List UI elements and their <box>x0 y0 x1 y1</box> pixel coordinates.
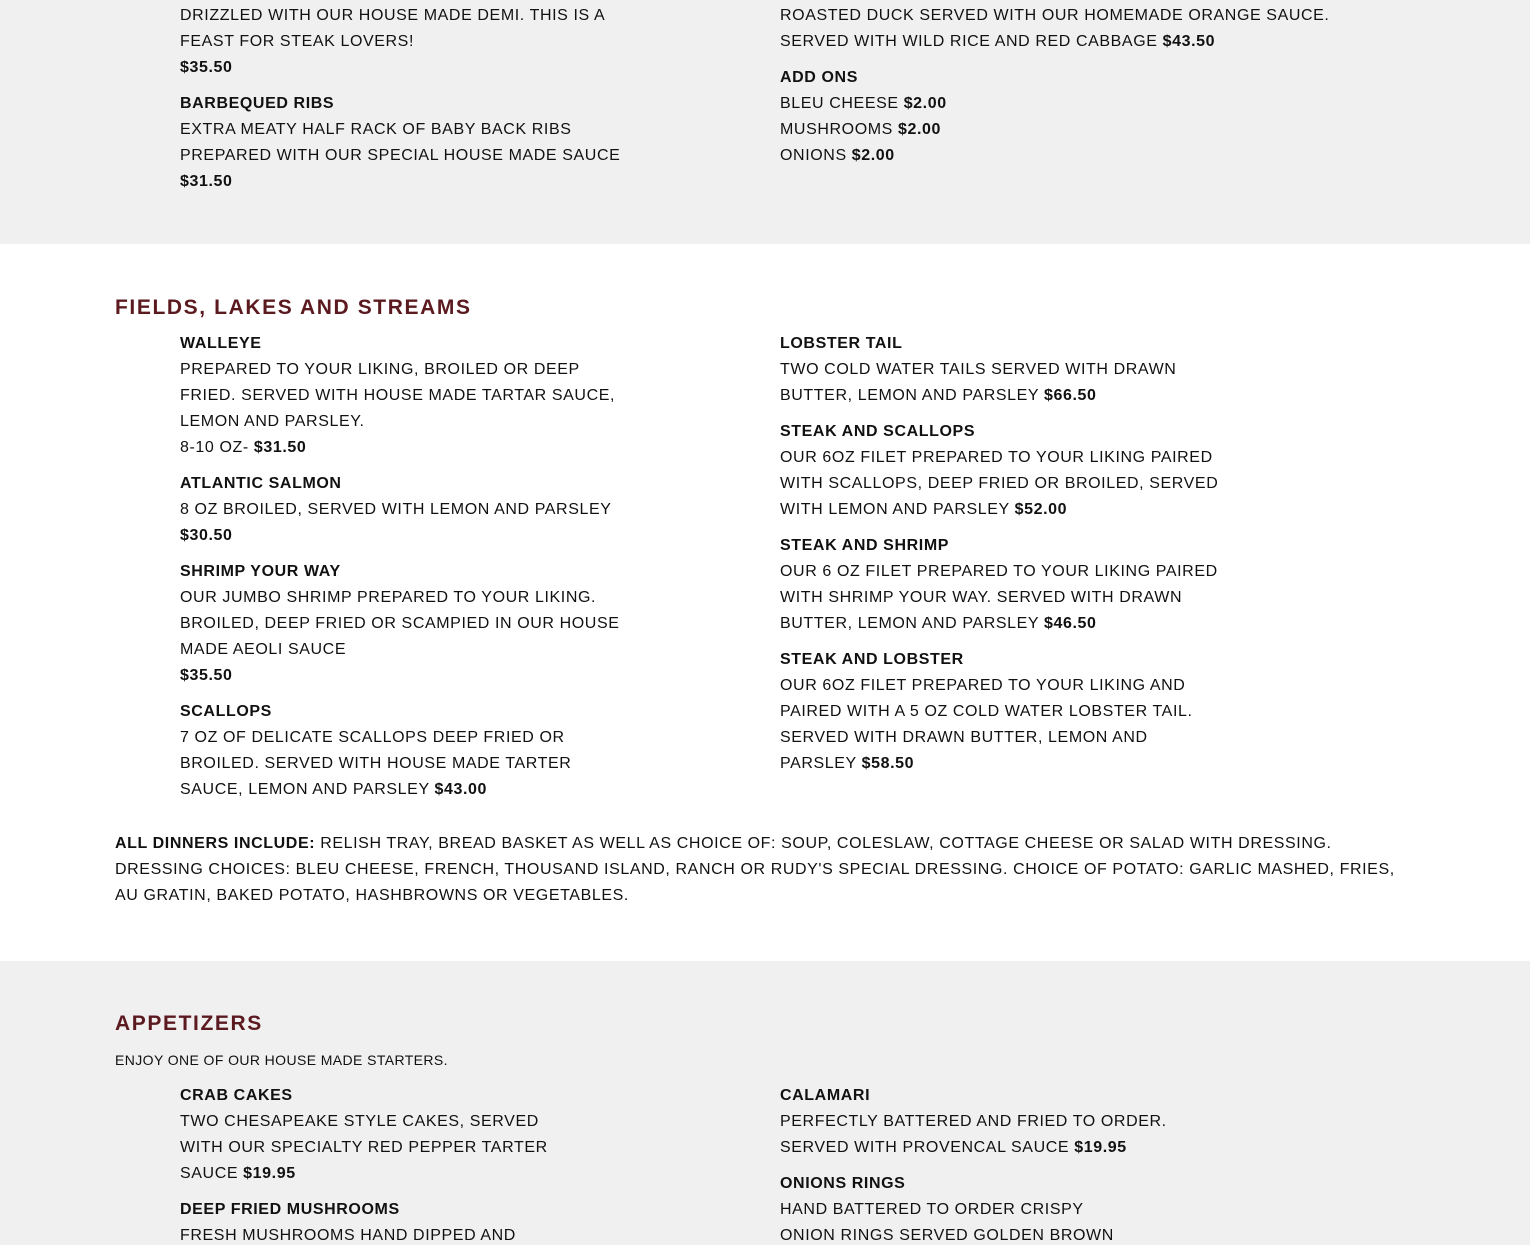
item-description-line: SAUCE <box>180 1165 239 1182</box>
item-description-line: DRIZZLED WITH OUR HOUSE MADE DEMI. THIS IS A <box>180 7 606 24</box>
all-dinners-include-note <box>115 831 1405 909</box>
item-name: ATLANTIC SALMON <box>180 475 342 492</box>
item-description-line: FEAST FOR STEAK LOVERS! <box>180 33 415 50</box>
item-name: BARBEQUED RIBS <box>180 95 335 112</box>
add-on-label: BLEU CHEESE <box>780 95 899 112</box>
menu-item-steak-and-lobster <box>780 647 1260 777</box>
add-on-item <box>780 143 1380 169</box>
item-price: $35.50 <box>180 59 233 76</box>
appetizers-left-column <box>180 1083 620 1259</box>
menu-item-steak-and-shrimp <box>780 533 1260 637</box>
section-title-appetizers: APPETIZERS <box>115 1012 263 1035</box>
menu-item-barbequed-ribs <box>180 91 620 195</box>
item-description-line: BUTTER, LEMON AND PARSLEY <box>780 615 1039 632</box>
item-description-line: OUR 6OZ FILET PREPARED TO YOUR LIKING AND <box>780 677 1186 694</box>
item-price: $31.50 <box>180 173 233 190</box>
item-description-line: 8 OZ BROILED, SERVED WITH LEMON AND PARSLEY <box>180 501 612 518</box>
item-description-line: ONION RINGS SERVED GOLDEN BROWN <box>780 1227 1114 1244</box>
item-description-line: BROILED, DEEP FRIED OR SCAMPIED IN OUR HOUSE <box>180 615 620 632</box>
item-description-line: WITH SHRIMP YOUR WAY. SERVED WITH DRAWN <box>780 589 1183 606</box>
entrees-section-continued <box>0 0 1530 244</box>
menu-item-walleye <box>180 331 620 461</box>
item-price: $52.00 <box>1014 501 1068 518</box>
item-name: STEAK AND SHRIMP <box>780 537 950 554</box>
item-description-line: BUTTER, LEMON AND PARSLEY <box>780 387 1039 404</box>
menu-item-duck <box>780 3 1380 55</box>
note-label: ALL DINNERS INCLUDE: <box>115 835 316 852</box>
item-name: WALLEYE <box>180 335 262 352</box>
item-description-line: OUR 6 OZ FILET PREPARED TO YOUR LIKING PAIRED <box>780 563 1218 580</box>
item-description-line: BROILED. SERVED WITH HOUSE MADE TARTER <box>180 755 572 772</box>
item-description-line: EXTRA MEATY HALF RACK OF BABY BACK RIBS <box>180 121 572 138</box>
item-description-line: HAND BATTERED TO ORDER CRISPY <box>780 1201 1084 1218</box>
add-on-label: ONIONS <box>780 147 847 164</box>
menu-item-onion-rings <box>780 1171 1260 1249</box>
item-name: DEEP FRIED MUSHROOMS <box>180 1201 400 1218</box>
item-description-line: SERVED WITH WILD RICE AND RED CABBAGE <box>780 33 1158 50</box>
fields-left-column <box>180 331 620 813</box>
menu-item-atlantic-salmon <box>180 471 620 549</box>
appetizers-right-column <box>780 1083 1260 1259</box>
item-description-line: ROASTED DUCK SERVED WITH OUR HOMEMADE ORANGE SAUCE. <box>780 7 1330 24</box>
item-description-line: TWO COLD WATER TAILS SERVED WITH DRAWN <box>780 361 1177 378</box>
item-description-line: FRESH MUSHROOMS HAND DIPPED AND <box>180 1227 516 1244</box>
item-description-line: PAIRED WITH A 5 OZ COLD WATER LOBSTER TAIL. <box>780 703 1193 720</box>
item-price: $31.50 <box>253 439 307 456</box>
item-price: $19.95 <box>243 1165 296 1182</box>
item-price: $43.50 <box>1162 33 1216 50</box>
menu-item-steak-and-scallops <box>780 419 1260 523</box>
item-description-line: PREPARED TO YOUR LIKING, BROILED OR DEEP <box>180 361 580 378</box>
item-description-line: WITH LEMON AND PARSLEY <box>780 501 1010 518</box>
appetizers-intro: ENJOY ONE OF OUR HOUSE MADE STARTERS. <box>115 1052 448 1068</box>
item-description-line: WITH SCALLOPS, DEEP FRIED OR BROILED, SERVED <box>780 475 1219 492</box>
item-description-line: SERVED WITH PROVENCAL SAUCE <box>780 1139 1070 1156</box>
item-description-line: SERVED WITH DRAWN BUTTER, LEMON AND <box>780 729 1148 746</box>
item-description-line: TWO CHESAPEAKE STYLE CAKES, SERVED <box>180 1113 539 1130</box>
menu-item-crab-cakes <box>180 1083 620 1187</box>
item-description-line: PERFECTLY BATTERED AND FRIED TO ORDER. <box>780 1113 1167 1130</box>
item-name: ONIONS RINGS <box>780 1175 906 1192</box>
item-name: CALAMARI <box>780 1087 871 1104</box>
item-description-line: SAUCE, LEMON AND PARSLEY <box>180 781 430 798</box>
add-on-price: $2.00 <box>898 121 942 138</box>
note-text: RELISH TRAY, BREAD BASKET AS WELL AS CHOICE OF: SOUP, COLESLAW, COTTAGE CHEESE OR SALAD WITH DRESSING. DRESSING CHOICES: BLEU CHEESE, FRENCH, THOUSAND ISLAND, RANCH OR RUDY'S SPECIAL DRESSING. CHOICE OF POTATO: GARLIC MASHED, FRIES, AU GRATIN, BAKED POTATO, HASHBROWNS OR VEGETABLES. <box>115 835 1395 904</box>
item-name: LOBSTER TAIL <box>780 335 903 352</box>
add-ons-heading: ADD ONS <box>780 69 858 86</box>
item-name: SHRIMP YOUR WAY <box>180 563 341 580</box>
menu-item <box>180 3 620 81</box>
item-description-line: OUR JUMBO SHRIMP PREPARED TO YOUR LIKING. <box>180 589 597 606</box>
add-on-item <box>780 117 1380 143</box>
item-description-line: PREPARED WITH OUR SPECIAL HOUSE MADE SAUCE <box>180 147 621 164</box>
top-right-column <box>780 3 1380 179</box>
item-name: STEAK AND LOBSTER <box>780 651 964 668</box>
item-name: STEAK AND SCALLOPS <box>780 423 976 440</box>
item-description-line: WITH OUR SPECIALTY RED PEPPER TARTER <box>180 1139 548 1156</box>
item-description-line: LEMON AND PARSLEY. <box>180 413 365 430</box>
item-description-line: FRIED. SERVED WITH HOUSE MADE TARTAR SAUCE, <box>180 387 616 404</box>
item-description-line: 7 OZ OF DELICATE SCALLOPS DEEP FRIED OR <box>180 729 565 746</box>
item-price: $58.50 <box>861 755 915 772</box>
add-on-item <box>780 91 1380 117</box>
menu-item-shrimp-your-way <box>180 559 620 689</box>
item-price: $30.50 <box>180 527 233 544</box>
menu-item-deep-fried-mushrooms <box>180 1197 620 1249</box>
fields-right-column <box>780 331 1260 787</box>
menu-item-lobster-tail <box>780 331 1260 409</box>
add-on-price: $2.00 <box>903 95 947 112</box>
item-description-line: 8-10 OZ- <box>180 439 249 456</box>
item-description-line: OUR 6OZ FILET PREPARED TO YOUR LIKING PAIRED <box>780 449 1213 466</box>
item-price: $19.95 <box>1074 1139 1127 1156</box>
item-price: $66.50 <box>1043 387 1097 404</box>
item-name: CRAB CAKES <box>180 1087 293 1104</box>
top-left-column <box>180 3 620 205</box>
menu-item-scallops <box>180 699 620 803</box>
add-on-label: MUSHROOMS <box>780 121 893 138</box>
item-price: $46.50 <box>1043 615 1097 632</box>
section-title-fields: FIELDS, LAKES AND STREAMS <box>115 296 472 319</box>
item-price: $35.50 <box>180 667 233 684</box>
add-on-price: $2.00 <box>851 147 895 164</box>
item-description-line: PARSLEY <box>780 755 857 772</box>
item-price: $43.00 <box>434 781 488 798</box>
menu-item-calamari <box>780 1083 1260 1161</box>
item-description-line: MADE AEOLI SAUCE <box>180 641 347 658</box>
add-ons <box>780 65 1380 169</box>
item-name: SCALLOPS <box>180 703 272 720</box>
